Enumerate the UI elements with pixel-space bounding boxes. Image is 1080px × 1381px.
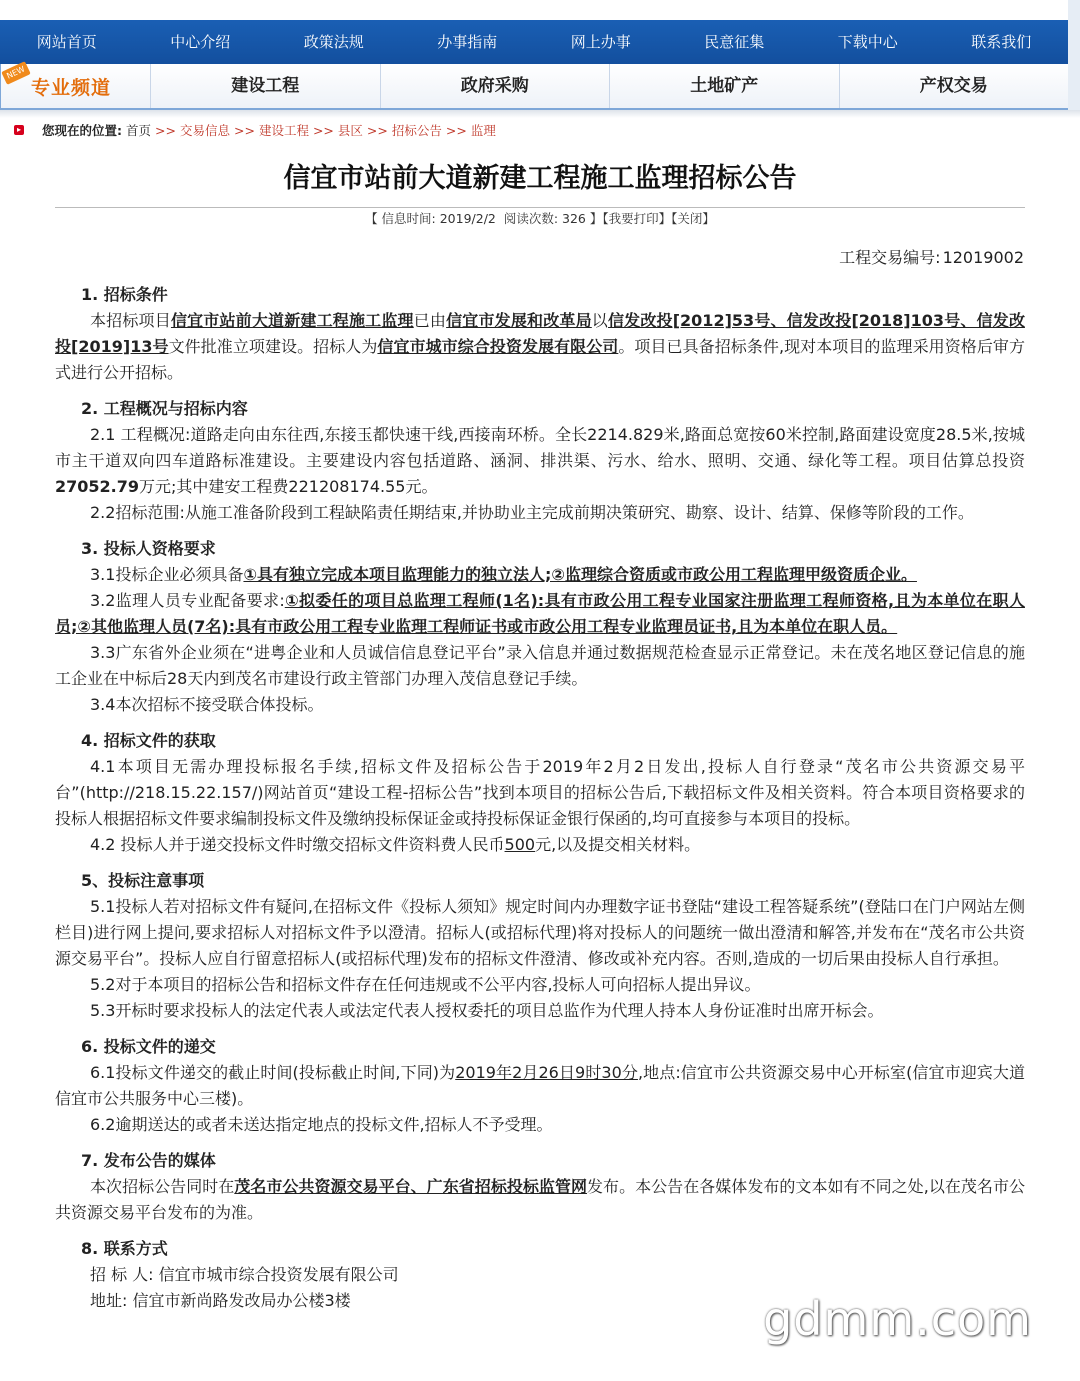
trade-number-label: 工程交易编号:: [839, 248, 941, 267]
trade-number: [837, 245, 1024, 268]
breadcrumb-sep: >>: [155, 122, 176, 138]
text: 3.2监理人员专业配备要求:: [90, 591, 285, 610]
section-5: [55, 868, 1025, 1024]
breadcrumb-lead: 您现在的位置:: [42, 123, 122, 138]
meta-date: 2019/2/2: [439, 211, 496, 226]
paragraph: 3.3广东省外企业须在“进粤企业和人员诚信信息登记平台”录入信息并通过数据规范检查显示正常登记。未在茂名地区登记信息的施工企业在中标后28天内到茂名市建设行政主管部门办理入茂信息登记手续。: [55, 643, 1025, 688]
paragraph: [55, 422, 1025, 500]
paragraph: [55, 308, 1025, 386]
section-heading: 6. 投标文件的递交: [81, 1037, 216, 1056]
contact-line: 招 标 人: 信宜市城市综合投资发展有限公司: [90, 1265, 399, 1284]
top-navigation: [0, 20, 1068, 64]
media-names: 茂名市公共资源交易平台、广东省招标投标监管网: [234, 1177, 588, 1196]
nav-policy[interactable]: 政策法规: [303, 33, 364, 51]
title-divider: [55, 207, 1025, 208]
article-meta: [0, 209, 1080, 227]
section-2: [55, 396, 1025, 526]
paragraph: [55, 1060, 1025, 1112]
nav-download[interactable]: 下载中心: [837, 33, 898, 51]
breadcrumb: [14, 120, 496, 140]
text: 2.1 工程概况:道路走向由东往西,东接玉都快速干线,西接南环桥。全长2214.829米,路面总宽按60米控制,路面建设宽度28.5米,按城市主干道双向四车道路标准建设。主要建设内容包括道路、涵洞、排洪渠、污水、给水、照明、交通、绿化等工程。项目估算总投资: [55, 425, 1025, 470]
text: 以: [591, 311, 608, 330]
breadcrumb-construction[interactable]: 建设工程: [258, 123, 309, 138]
paragraph: 5.3开标时要求投标人的法定代表人或法定代表人授权委托的项目总监作为代理人持本人身份证准时出席开标会。: [90, 1001, 884, 1020]
text: ,地点:信宜市公共资源交易中心开标室(信宜市迎宾大道信宜市公共服务中心三楼)。: [55, 1063, 1025, 1108]
text: 。项目已具备招标条件,现对本项目的监理采用资格后审方式进行公开招标。: [55, 337, 1025, 382]
breadcrumb-home[interactable]: 首页: [126, 123, 152, 138]
text: 6.1投标文件递交的截止时间(投标截止时间,下同)为: [90, 1063, 456, 1082]
watermark-logo: gdmm.com: [763, 1292, 1032, 1346]
section-heading: 1. 招标条件: [81, 285, 168, 304]
text: 本招标项目: [90, 311, 171, 330]
channel-title: 专业频道: [31, 76, 112, 99]
meta-reads-label: 阅读次数:: [503, 211, 559, 226]
nav-opinion[interactable]: 民意征集: [704, 33, 765, 51]
meta-info-label: 【 信息时间:: [365, 211, 436, 226]
section-heading: 8. 联系方式: [81, 1239, 168, 1258]
paragraph: 2.2招标范围:从施工准备阶段到工程缺陷责任期结束,并协助业主完成前期决策研究、勘察、设计、结算、保修等阶段的工作。: [90, 503, 974, 522]
breadcrumb-tender-notice[interactable]: 招标公告: [391, 123, 442, 138]
nav-about[interactable]: 中心介绍: [170, 33, 231, 51]
text: 3.1投标企业必须具备: [90, 565, 244, 584]
text: 4.2 投标人并于递交投标文件时缴交招标文件资料费人民币: [90, 835, 505, 854]
print-link[interactable]: 【我要打印】: [602, 211, 672, 226]
location-arrow-icon: ▸: [14, 125, 24, 135]
breadcrumb-sep: >>: [312, 122, 334, 138]
tenderer: 信宜市城市综合投资发展有限公司: [377, 337, 619, 356]
breadcrumb-sep: >>: [366, 122, 388, 138]
breadcrumb-divider: [0, 110, 1080, 118]
text: 已由: [413, 311, 447, 330]
deadline: 2019年2月26日9时30分: [455, 1063, 638, 1082]
article-body: [55, 282, 1025, 1324]
trade-number-value: 12019002: [942, 248, 1024, 267]
new-badge-icon: NEW: [1, 61, 30, 85]
paragraph: 4.1本项目无需办理投标报名手续,招标文件及招标公告于2019年2月2日发出,投标人自行登录“茂名市公共资源交易平台”(http://218.15.22.157/)网站首页“建设工程-招标公告”找到本项目的招标公告后,下载招标文件及相关资料。符合本项目资格要求的投标人根据招标文件要求编制投标文件及缴纳投标保证金或持投标保证金银行保函的,均可直接参与本项目的投标。: [55, 757, 1025, 828]
page-title: 信宜市站前大道新建工程施工监理招标公告: [283, 163, 797, 194]
qualification-req: ①具有独立完成本项目监理能力的独立法人;②监理综合资质或市政公用工程监理甲级资质企业。: [243, 565, 917, 584]
staffing-req: ①拟委任的项目总监理工程师(1名):具有市政公用工程专业国家注册监理工程师资格,且为本单位在职人员;②其他监理人员(7名):具有市政公用工程专业监理工程师证书或市政公用工程专业监理员证书,且为本单位在职人员。: [55, 591, 1025, 636]
nav-contact[interactable]: 联系我们: [971, 33, 1032, 51]
channel-label: [1, 64, 151, 108]
breadcrumb-trade-info[interactable]: 交易信息: [179, 123, 230, 138]
channel-land-mineral[interactable]: 土地矿产: [610, 64, 840, 108]
paragraph: 6.2逾期送达的或者未送达指定地点的投标文件,招标人不予受理。: [90, 1115, 553, 1134]
channel-bar: [0, 64, 1068, 110]
contact-line: 地址: 信宜市新尚路发改局办公楼3楼: [90, 1291, 351, 1310]
paragraph: [55, 562, 1025, 588]
text: 元,以及提交相关材料。: [535, 835, 701, 854]
breadcrumb-sep: >>: [445, 122, 467, 138]
close-link[interactable]: 【关闭】: [671, 211, 715, 226]
breadcrumb-county[interactable]: 县区: [337, 123, 363, 138]
text: 本次招标公告同时在: [90, 1177, 235, 1196]
meta-close: 】: [589, 211, 603, 226]
paragraph: [55, 588, 1025, 640]
paragraph: [55, 832, 1025, 858]
section-4: [55, 728, 1025, 858]
investment-amount: 27052.79: [55, 477, 140, 496]
section-6: [55, 1034, 1025, 1138]
channel-procurement[interactable]: 政府采购: [381, 64, 611, 108]
breadcrumb-supervision[interactable]: 监理: [470, 123, 496, 138]
section-3: [55, 536, 1025, 718]
paragraph: 5.1投标人若对招标文件有疑问,在招标文件《投标人须知》规定时间内办理数字证书登陆“建设工程答疑系统”(登陆口在门户网站左侧栏目)进行网上提问,要求招标人对招标文件予以澄清。招标人(或招标代理)将对投标人的问题统一做出澄清和解答,并发布在“茂名市公共资源交易平台”。投标人应自行留意招标人(或招标代理)发布的招标文件澄清、修改或补充内容。否则,造成的一切后果由投标人自行承担。: [55, 897, 1025, 968]
paragraph: [55, 1174, 1025, 1226]
scrollbar-strip: [1068, 0, 1080, 110]
paragraph: 5.2对于本项目的招标公告和招标文件存在任何违规或不公平内容,投标人可向招标人提出异议。: [90, 975, 761, 994]
text: 发布。本公告在各媒体发布的文本如有不同之处,以在茂名市公共资源交易平台发布的为准。: [55, 1177, 1025, 1222]
document-fee: 500: [504, 835, 536, 854]
section-heading: 2. 工程概况与招标内容: [81, 399, 248, 418]
section-7: [55, 1148, 1025, 1226]
nav-online-service[interactable]: 网上办事: [570, 33, 631, 51]
nav-home[interactable]: 网站首页: [36, 33, 97, 51]
project-name: 信宜市站前大道新建工程施工监理: [170, 311, 414, 330]
channel-property[interactable]: 产权交易: [919, 76, 988, 96]
text: 文件批准立项建设。招标人为: [168, 337, 378, 356]
channel-construction[interactable]: 建设工程: [151, 64, 381, 108]
section-heading: 3. 投标人资格要求: [81, 539, 216, 558]
paragraph: 3.4本次招标不接受联合体投标。: [90, 695, 324, 714]
approver: 信宜市发展和改革局: [446, 311, 592, 330]
meta-reads: 326: [562, 211, 586, 226]
text: 万元;其中建安工程费221208174.55元。: [139, 477, 438, 496]
section-1: [55, 282, 1025, 386]
approval-docs: 信发改投[2012]53号、信发改投[2018]103号、信发改投[2019]13号: [55, 311, 1025, 356]
breadcrumb-sep: >>: [233, 122, 255, 138]
nav-guide[interactable]: 办事指南: [437, 33, 498, 51]
section-heading: 5、投标注意事项: [81, 871, 205, 890]
section-heading: 7. 发布公告的媒体: [81, 1151, 216, 1170]
section-heading: 4. 招标文件的获取: [81, 731, 216, 750]
